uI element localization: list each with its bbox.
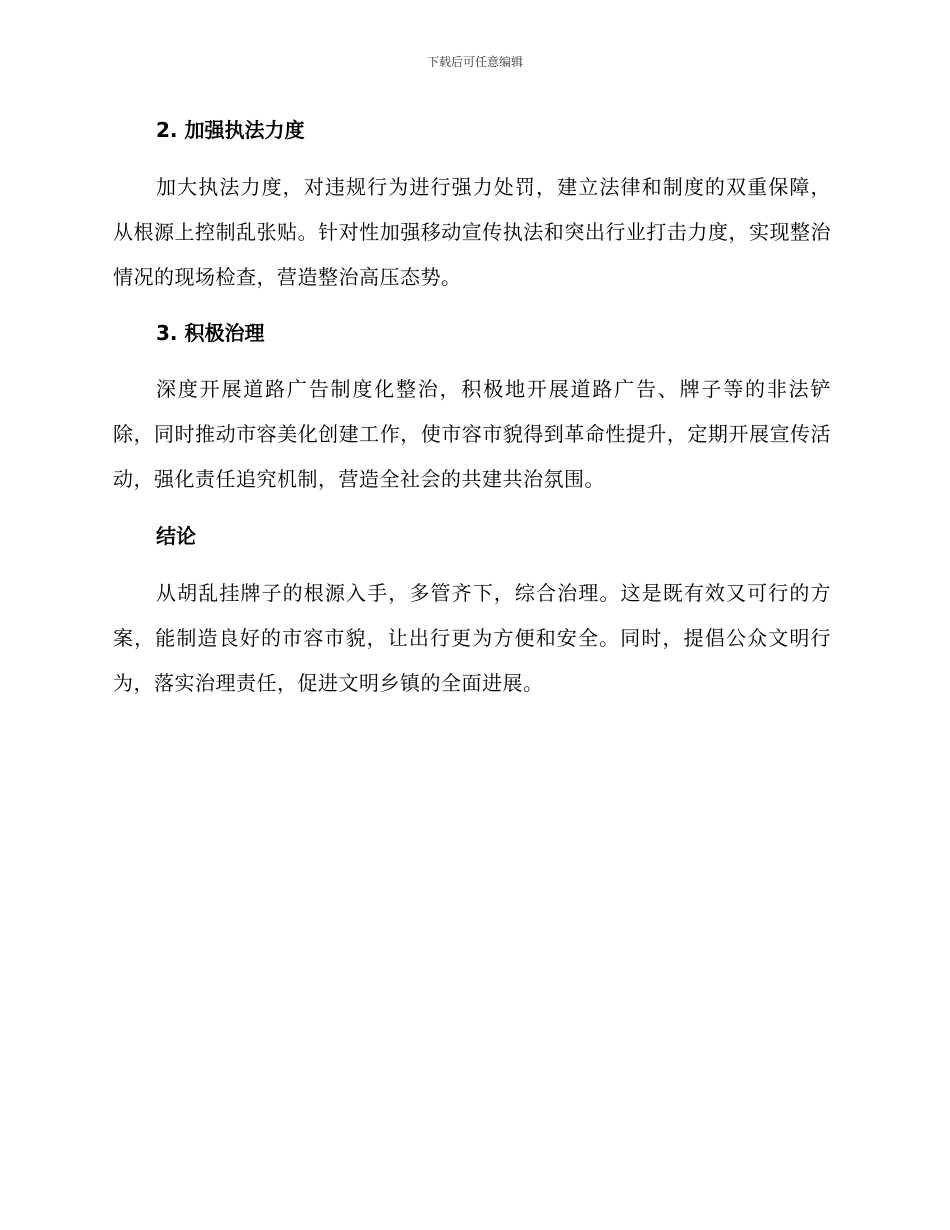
section-paragraph-governance: 深度开展道路广告制度化整治，积极地开展道路广告、牌子等的非法铲除，同时推动市容美化创建工作，使市容市貌得到革命性提升，定期开展宣传活动，强化责任追究机制，营造全社会的共建共治氛围。: [113, 377, 831, 491]
section-paragraph-enforcement: 加大执法力度，对违规行为进行强力处罚，建立法律和制度的双重保障，从根源上控制乱张贴。针对性加强移动宣传执法和突出行业打击力度，实现整治情况的现场检查，营造整治高压态势。: [113, 175, 831, 289]
section-heading-enforcement: 2. 加强执法力度: [156, 118, 305, 142]
page-header: 下载后可任意编辑: [426, 55, 523, 69]
section-paragraph-conclusion: 从胡乱挂牌子的根源入手，多管齐下，综合治理。这是既有效又可行的方案，能制造良好的市容市貌，让出行更为方便和安全。同时，提倡公众文明行为，落实治理责任，促进文明乡镇的全面进展。: [113, 581, 831, 695]
document-body: [113, 113, 831, 706]
section-heading-conclusion: 结论: [156, 524, 196, 548]
section-heading-governance: 3. 积极治理: [156, 321, 265, 345]
